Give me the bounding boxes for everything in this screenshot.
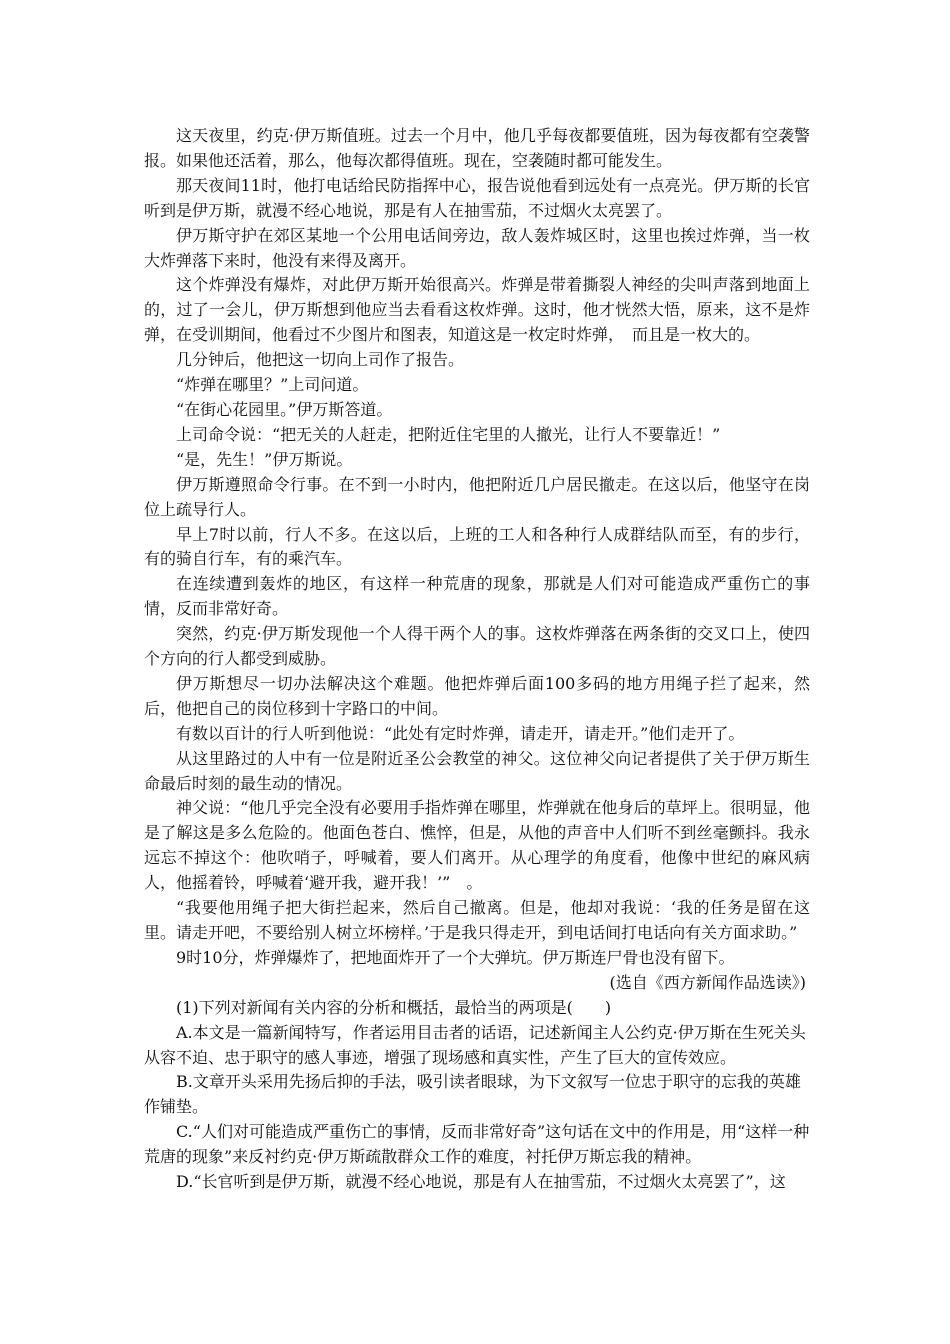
article-paragraph: 这天夜里，约克·伊万斯值班。过去一个月中，他几乎每夜都要值班，因为每夜都有空袭警报。如果他还活着，那么，他每次都得值班。现在，空袭随时都可能发生。 (144, 126, 810, 170)
article-paragraph: 伊万斯想尽一切办法解决这个难题。他把炸弹后面100多码的地方用绳子拦了起来，然后，他把自己的岗位移到十字路口的中间。 (144, 673, 810, 718)
question-stem: (1)下列对新闻有关内容的分析和概括，最恰当的两项是( ) (176, 997, 612, 1017)
article-paragraph: “我要他用绳子把大街拦起来，然后自己撤离。但是，他却对我说：‘我的任务是留在这里。请走开吧，不要给别人树立坏榜样。’于是我只得走开，到电话间打电话向有关方面求助。” (144, 898, 810, 942)
article-paragraph: 9时10分，炸弹爆炸了，把地面炸开了一个大弹坑。伊万斯连尸骨也没有留下。 (176, 947, 735, 967)
document-page (144, 118, 810, 1195)
article-paragraph: 突然，约克·伊万斯发现他一个人得干两个人的事。这枚炸弹落在两条街的交叉口上，使四个方向的行人都受到威胁。 (144, 624, 810, 669)
article-paragraph: 伊万斯守护在郊区某地一个公用电话间旁边，敌人轰炸城区时，这里也挨过炸弹，当一枚大炸弹落下来时，他没有来得及离开。 (144, 225, 810, 270)
article-paragraph: 早上7时以前，行人不多。在这以后，上班的工人和各种行人成群结队而至，有的步行，有的骑自行车，有的乘汽车。 (144, 524, 810, 569)
article-paragraph: “炸弹在哪里？”上司问道。 (176, 375, 369, 395)
article-paragraph: 伊万斯遵照命令行事。在不到一小时内，他把附近几户居民撤走。在这以后，他坚守在岗位上疏导行人。 (144, 474, 810, 519)
article-paragraph: 从这里路过的人中有一位是附近圣公会教堂的神父。这位神父向记者提供了关于伊万斯生命最后时刻的最生动的情况。 (144, 748, 810, 793)
question-option-d: D.“长官听到是伊万斯，就漫不经心地说，那是有人在抽雪茄，不过烟火太亮罢了”，这 (176, 1172, 786, 1192)
article-paragraph: 这个炸弹没有爆炸，对此伊万斯开始很高兴。炸弹是带着撕裂人神经的尖叫声落到地面上的，过了一会儿，伊万斯想到他应当去看看这枚炸弹。这时，他才恍然大悟，原来，这不是炸弹，在受训期间，他看过不少图片和图表，知道这是一枚定时炸弹， 而且是一枚大的。 (144, 275, 810, 345)
question-option-a: A.本文是一篇新闻特写，作者运用目击者的话语，记述新闻主人公约克·伊万斯在生死关头从容不迫、忠于职守的感人事迹，增强了现场感和真实性，产生了巨大的宣传效应。 (144, 1022, 806, 1067)
article-paragraph: 上司命令说：“把无关的人赶走，把附近住宅里的人撤光，让行人不要靠近！” (176, 424, 721, 444)
question-option-c: C.“人们对可能造成严重伤亡的事情，反而非常好奇”这句话在文中的作用是，用“这样一种荒唐的现象”来反衬约克·伊万斯疏散群众工作的难度，衬托伊万斯忘我的精神。 (144, 1122, 810, 1167)
article-paragraph: 几分钟后，他把这一切向上司作了报告。 (176, 350, 465, 370)
article-source: (选自《西方新闻作品选读》) (609, 972, 806, 992)
article-paragraph: 那天夜间11时，他打电话给民防指挥中心，报告说他看到远处有一点亮光。伊万斯的长官听到是伊万斯，就漫不经心地说，那是有人在抽雪茄，不过烟火太亮罢了。 (144, 175, 810, 220)
article-paragraph: 有数以百计的行人听到他说：“此处有定时炸弹，请走开，请走开。”他们走开了。 (176, 723, 745, 743)
article-paragraph: 神父说：“他几乎完全没有必要用手指炸弹在哪里，炸弹就在他身后的草坪上。很明显，他是了解这是多么危险的。他面色苍白、憔悴，但是，从他的声音中人们听不到丝毫颤抖。我永远忘不掉这个：他吹哨子，呼喊着，要人们离开。从心理学的角度看，他像中世纪的麻风病人，他摇着铃，呼喊着‘避开我，避开我！’” 。 (144, 798, 810, 893)
article-paragraph: “在街心花园里。”伊万斯答道。 (176, 399, 393, 419)
article-paragraph: 在连续遭到轰炸的地区，有这样一种荒唐的现象，那就是人们对可能造成严重伤亡的事情，反而非常好奇。 (144, 574, 810, 619)
question-option-b: B.文章开头采用先扬后抑的手法，吸引读者眼球，为下文叙写一位忠于职守的忘我的英雄作铺垫。 (144, 1072, 801, 1117)
article-paragraph: “是，先生！”伊万斯说。 (176, 449, 353, 469)
